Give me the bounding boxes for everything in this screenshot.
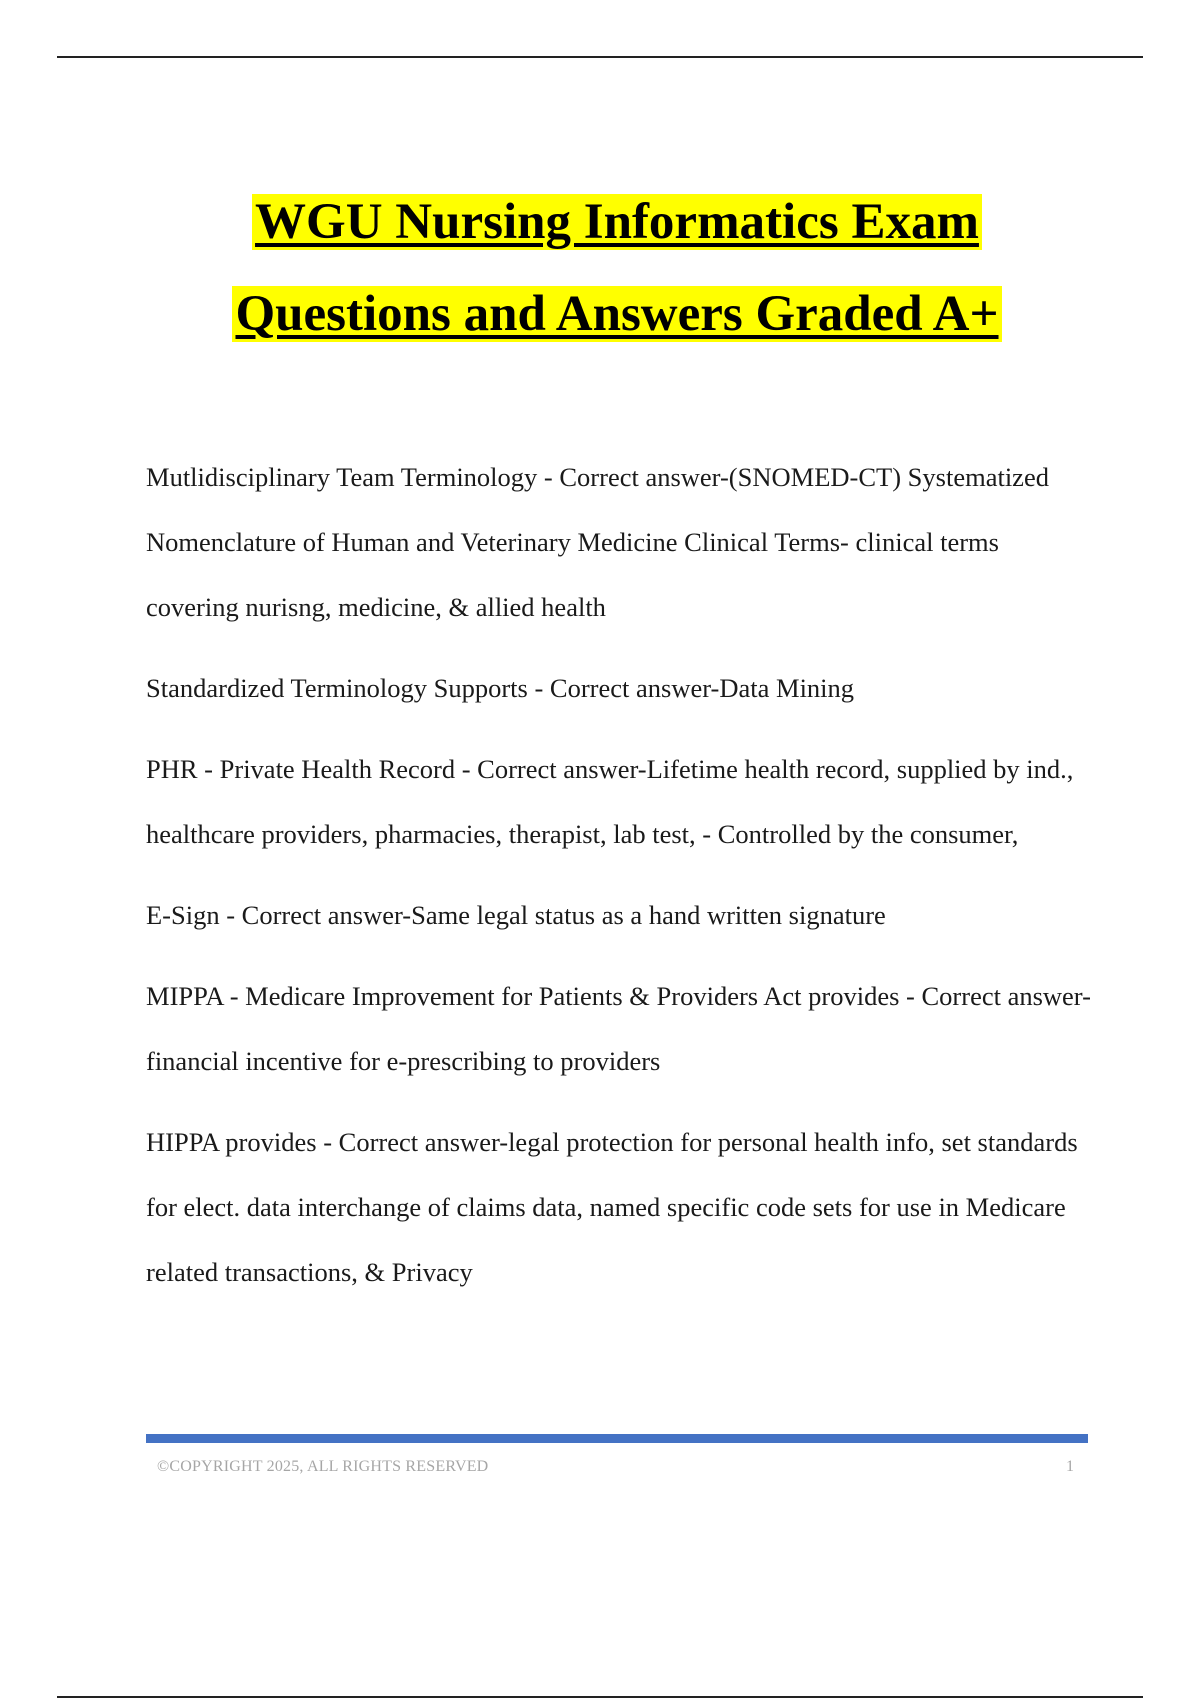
qa-item-mippa: MIPPA - Medicare Improvement for Patients & Providers Act provides - Correct answer-financial incentive for e-prescribing to providers [146,981,1091,1076]
footer-copyright: ©COPYRIGHT 2025, ALL RIGHTS RESERVED [157,1458,489,1475]
title-line-2 [0,268,1200,360]
footer-bar [146,1434,1088,1443]
qa-item-phr: PHR - Private Health Record - Correct answer-Lifetime health record, supplied by ind., healthcare providers, pharmacies, therapist, lab test, - Controlled by the consumer, [146,754,1074,849]
document-title [0,176,1200,360]
qa-item-snomed: Mutlidisciplinary Team Terminology - Correct answer-(SNOMED-CT) Systematized Nomenclature of Human and Veterinary Medicine Clinical Terms- clinical terms covering nurisng, medicine, & allied health [146,462,1049,622]
bottom-rule [57,1696,1143,1698]
qa-item-esign: E-Sign - Correct answer-Same legal status as a hand written signature [146,900,886,930]
qa-item-standardized-terminology: Standardized Terminology Supports - Correct answer-Data Mining [146,673,855,703]
qa-list [146,445,1096,1321]
qa-item-hippa: HIPPA provides - Correct answer-legal protection for personal health info, set standards for elect. data interchange of claims data, named specific code sets for use in Medicare related transactions, & Privacy [146,1127,1078,1287]
title-line-1 [0,176,1200,268]
top-rule [57,56,1143,58]
title-text-2: Questions and Answers Graded A+ [232,286,1001,342]
title-text-1: WGU Nursing Informatics Exam [252,194,982,250]
page-number: 1 [1066,1458,1074,1475]
